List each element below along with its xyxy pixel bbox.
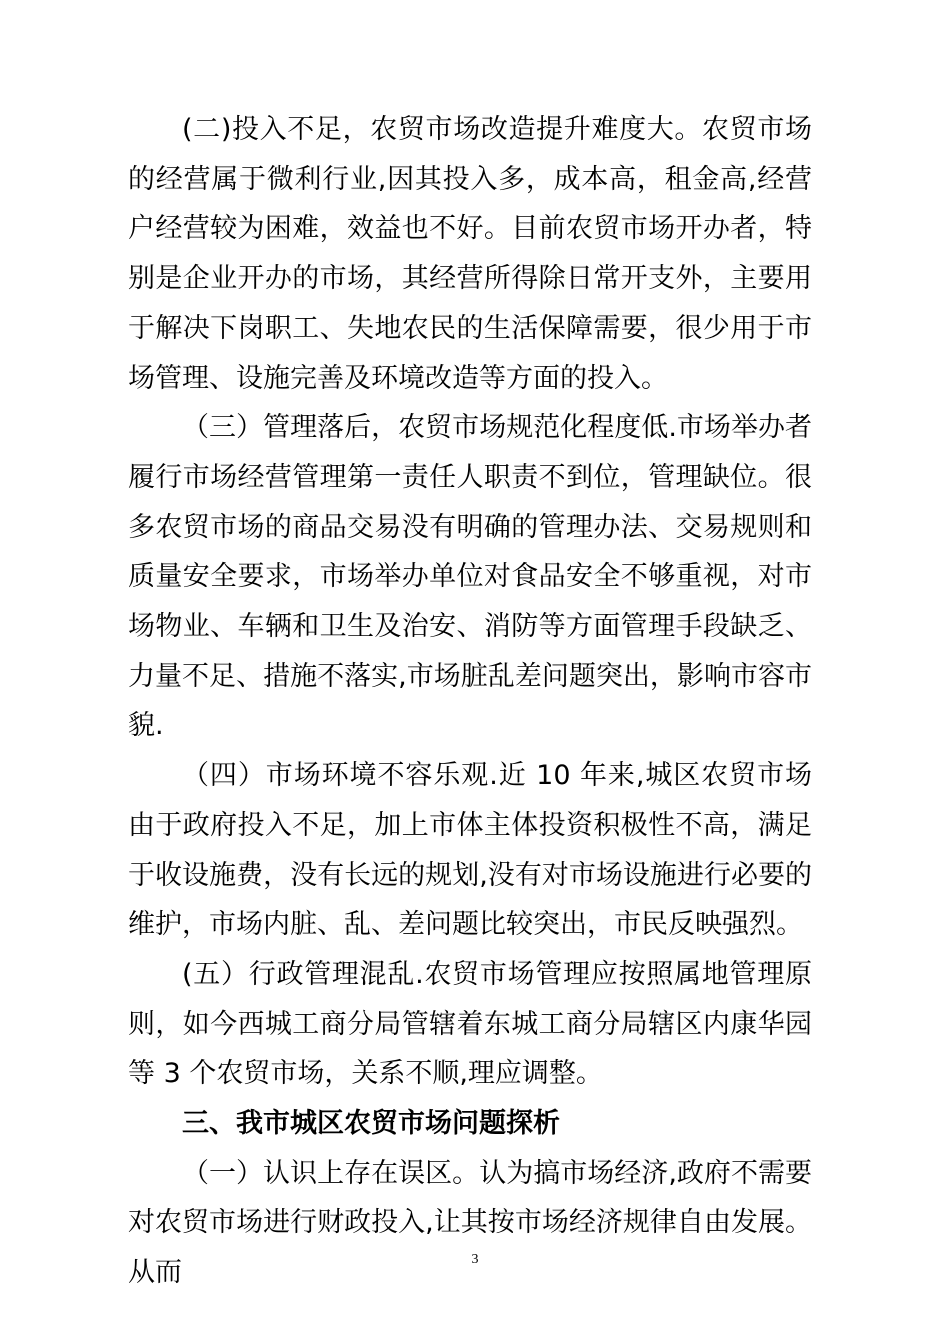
body-text: [128, 105, 812, 1298]
paragraph-investment: (二)投入不足，农贸市场改造提升难度大。农贸市场的经营属于微利行业,因其投入多，成本高，租金高,经营户经营较为困难，效益也不好。目前农贸市场开办者，特别是企业开办的市场，其经营所得除日常开支外，主要用于解决下岗职工、失地农民的生活保障需要，很少用于市场管理、设施完善及环境改造等方面的投入。: [128, 114, 812, 394]
paragraph-administration: (五）行政管理混乱.农贸市场管理应按照属地管理原则，如今西城工商分局管辖着东城工商分局辖区内康华园等 3 个农贸市场，关系不顺,理应调整。: [128, 958, 812, 1090]
section-heading: 三、我市城区农贸市场问题探析: [182, 1108, 560, 1140]
page-number: 3: [471, 1252, 479, 1267]
paragraph-management: （三）管理落后，农贸市场规范化程度低.市场举办者履行市场经营管理第一责任人职责不到位，管理缺位。很多农贸市场的商品交易没有明确的管理办法、交易规则和质量安全要求，市场举办单位对食品安全不够重视，对市场物业、车辆和卫生及治安、消防等方面管理手段缺乏、力量不足、措施不落实,市场脏乱差问题突出，影响市容市貌.: [128, 412, 812, 742]
paragraph-awareness: （一）认识上存在误区。认为搞市场经济,政府不需要对农贸市场进行财政投入,让其按市场经济规律自由发展。从而: [128, 1157, 812, 1289]
paragraph-environment: （四）市场环境不容乐观.近 10 年来,城区农贸市场由于政府投入不足，加上市体主体投资积极性不高，满足于收设施费，没有长远的规划,没有对市场设施进行必要的维护，市场内脏、乱、差问题比较突出，市民反映强烈。: [128, 760, 812, 941]
